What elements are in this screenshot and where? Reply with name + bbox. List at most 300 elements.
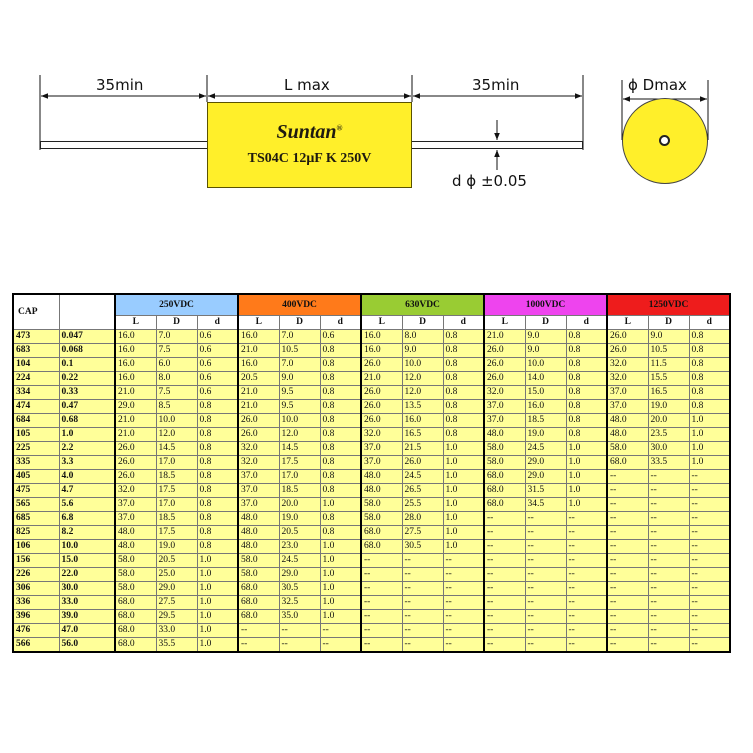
dimension-cell: -- bbox=[525, 596, 566, 610]
capacitance-cell: 3.3 bbox=[59, 456, 115, 470]
table-row bbox=[13, 554, 730, 568]
table-row bbox=[13, 358, 730, 372]
dimension-cell: 58.0 bbox=[484, 442, 525, 456]
dimension-cell: 1.0 bbox=[320, 498, 361, 512]
table-row bbox=[13, 540, 730, 554]
voltage-header-row bbox=[13, 294, 730, 316]
dimension-cell: 10.0 bbox=[156, 414, 197, 428]
dimension-cell: 29.0 bbox=[525, 456, 566, 470]
dimension-cell: 16.0 bbox=[361, 330, 402, 344]
capacitor-spec-table bbox=[12, 293, 731, 653]
dimension-cell: -- bbox=[689, 540, 730, 554]
dimension-cell: 26.0 bbox=[361, 386, 402, 400]
dimension-cell: -- bbox=[607, 512, 648, 526]
dimension-cell: 9.5 bbox=[279, 386, 320, 400]
dimension-cell: 0.8 bbox=[320, 414, 361, 428]
dimension-cell: 10.0 bbox=[402, 358, 443, 372]
dimension-cell: 0.8 bbox=[320, 512, 361, 526]
dimension-cell: 17.5 bbox=[156, 484, 197, 498]
cap-code-cell: 226 bbox=[13, 568, 59, 582]
dimension-cell: -- bbox=[320, 638, 361, 653]
dimension-cell: 0.8 bbox=[566, 344, 607, 358]
voltage-header-630vdc: 630VDC bbox=[361, 294, 484, 316]
table-row bbox=[13, 624, 730, 638]
dimension-cell: 14.5 bbox=[156, 442, 197, 456]
dim-header-l: L bbox=[238, 316, 279, 330]
dimension-cell: -- bbox=[361, 554, 402, 568]
dimension-cell: 0.8 bbox=[689, 358, 730, 372]
dimension-cell: 48.0 bbox=[361, 470, 402, 484]
capacitance-cell: 8.2 bbox=[59, 526, 115, 540]
table-row bbox=[13, 596, 730, 610]
dimension-cell: 23.0 bbox=[279, 540, 320, 554]
dimension-cell: 21.0 bbox=[484, 330, 525, 344]
dimension-cell: 1.0 bbox=[197, 638, 238, 653]
capacitance-cell: 47.0 bbox=[59, 624, 115, 638]
dimension-cell: 21.0 bbox=[238, 400, 279, 414]
dimension-cell: 37.0 bbox=[484, 400, 525, 414]
dimension-cell: 21.0 bbox=[238, 386, 279, 400]
dimension-cell: 48.0 bbox=[484, 428, 525, 442]
right-lead-length-label: 35min bbox=[472, 76, 520, 94]
dimension-cell: 37.0 bbox=[361, 442, 402, 456]
dimension-cell: 37.0 bbox=[238, 498, 279, 512]
dimension-cell: 26.0 bbox=[607, 330, 648, 344]
dimension-cell: -- bbox=[566, 526, 607, 540]
dimension-cell: 0.8 bbox=[689, 386, 730, 400]
dimension-cell: -- bbox=[279, 624, 320, 638]
table-row bbox=[13, 344, 730, 358]
cap-code-cell: 825 bbox=[13, 526, 59, 540]
dimension-cell: 1.0 bbox=[566, 484, 607, 498]
dimension-cell: -- bbox=[402, 568, 443, 582]
dimension-cell: 48.0 bbox=[115, 540, 156, 554]
dimension-cell: 29.0 bbox=[279, 568, 320, 582]
dimension-cell: -- bbox=[443, 554, 484, 568]
dimension-cell: -- bbox=[566, 596, 607, 610]
dimension-cell: -- bbox=[607, 498, 648, 512]
dimension-cell: 35.0 bbox=[279, 610, 320, 624]
dimension-cell: 26.0 bbox=[361, 400, 402, 414]
dimension-cell: -- bbox=[238, 638, 279, 653]
dimension-cell: -- bbox=[484, 596, 525, 610]
dimension-cell: 17.5 bbox=[156, 526, 197, 540]
dimension-cell: -- bbox=[648, 498, 689, 512]
dim-header-d: D bbox=[648, 316, 689, 330]
dimension-cell: 1.0 bbox=[197, 596, 238, 610]
dimension-cell: 58.0 bbox=[607, 442, 648, 456]
dimension-cell: 34.5 bbox=[525, 498, 566, 512]
dimension-cell: 37.0 bbox=[361, 456, 402, 470]
dimension-cell: 68.0 bbox=[238, 610, 279, 624]
cap-code-cell: 106 bbox=[13, 540, 59, 554]
dimension-cell: -- bbox=[566, 610, 607, 624]
table-row bbox=[13, 568, 730, 582]
dimension-cell: 0.8 bbox=[320, 526, 361, 540]
dimension-cell: 0.8 bbox=[566, 414, 607, 428]
dimension-cell: -- bbox=[320, 624, 361, 638]
cap-code-cell: 684 bbox=[13, 414, 59, 428]
dimension-cell: 37.0 bbox=[607, 386, 648, 400]
cap-header: CAP bbox=[13, 294, 59, 330]
uf-header bbox=[59, 294, 115, 330]
dim-header-d: d bbox=[443, 316, 484, 330]
dimension-cell: 17.0 bbox=[279, 470, 320, 484]
dimension-cell: 18.5 bbox=[156, 470, 197, 484]
dimension-cell: 0.8 bbox=[443, 372, 484, 386]
dimension-cell: 58.0 bbox=[115, 582, 156, 596]
dimension-cell: 1.0 bbox=[197, 582, 238, 596]
dimension-cell: 1.0 bbox=[689, 414, 730, 428]
dimension-cell: 32.5 bbox=[279, 596, 320, 610]
capacitance-cell: 0.68 bbox=[59, 414, 115, 428]
dimension-cell: -- bbox=[607, 484, 648, 498]
dimension-cell: 1.0 bbox=[197, 610, 238, 624]
dimension-cell: -- bbox=[607, 638, 648, 653]
dimension-cell: 1.0 bbox=[320, 554, 361, 568]
dimension-cell: 68.0 bbox=[115, 624, 156, 638]
dimension-cell: 32.0 bbox=[484, 386, 525, 400]
dimension-cell: 1.0 bbox=[443, 442, 484, 456]
capacitance-cell: 33.0 bbox=[59, 596, 115, 610]
dimension-cell: 0.8 bbox=[566, 428, 607, 442]
dimension-cell: 68.0 bbox=[361, 526, 402, 540]
dimension-cell: -- bbox=[689, 512, 730, 526]
dimension-cell: 33.5 bbox=[648, 456, 689, 470]
dimension-cell: -- bbox=[525, 638, 566, 653]
dimension-cell: 17.0 bbox=[156, 498, 197, 512]
dimension-cell: 48.0 bbox=[361, 484, 402, 498]
dimension-cell: -- bbox=[648, 526, 689, 540]
dimension-cell: 20.0 bbox=[648, 414, 689, 428]
cap-code-cell: 474 bbox=[13, 400, 59, 414]
dimension-cell: -- bbox=[402, 610, 443, 624]
table-row bbox=[13, 512, 730, 526]
dimension-cell: -- bbox=[361, 610, 402, 624]
dimension-header-row bbox=[13, 316, 730, 330]
dimension-cell: -- bbox=[525, 624, 566, 638]
dim-header-l: L bbox=[115, 316, 156, 330]
cap-code-cell: 335 bbox=[13, 456, 59, 470]
dimension-cell: 0.6 bbox=[197, 386, 238, 400]
dimension-cell: -- bbox=[402, 554, 443, 568]
dimension-cell: 1.0 bbox=[320, 568, 361, 582]
dimension-cell: -- bbox=[607, 596, 648, 610]
dimension-cell: 0.8 bbox=[320, 358, 361, 372]
capacitance-cell: 0.22 bbox=[59, 372, 115, 386]
dimension-cell: 26.0 bbox=[484, 344, 525, 358]
dimension-cell: 0.8 bbox=[566, 330, 607, 344]
dimension-cell: 7.0 bbox=[156, 330, 197, 344]
dimension-cell: 0.8 bbox=[197, 484, 238, 498]
dimension-cell: 24.5 bbox=[279, 554, 320, 568]
dimension-cell: 0.8 bbox=[197, 414, 238, 428]
cap-code-cell: 334 bbox=[13, 386, 59, 400]
dimension-cell: 24.5 bbox=[525, 442, 566, 456]
dimension-cell: 29.0 bbox=[115, 400, 156, 414]
dimension-cell: -- bbox=[525, 554, 566, 568]
dimension-cell: 6.0 bbox=[156, 358, 197, 372]
dimension-cell: 31.5 bbox=[525, 484, 566, 498]
dimension-cell: -- bbox=[566, 638, 607, 653]
dimension-cell: 11.5 bbox=[648, 358, 689, 372]
dimension-cell: 20.0 bbox=[279, 498, 320, 512]
dimension-cell: -- bbox=[443, 610, 484, 624]
dimension-cell: -- bbox=[443, 638, 484, 653]
body-length-label: L max bbox=[284, 76, 330, 94]
dimension-cell: 7.5 bbox=[156, 344, 197, 358]
dimension-cell: 0.8 bbox=[689, 400, 730, 414]
dimension-cell: 26.0 bbox=[115, 470, 156, 484]
dimension-cell: 48.0 bbox=[115, 526, 156, 540]
table-row bbox=[13, 638, 730, 653]
dimension-cell: -- bbox=[648, 540, 689, 554]
dimension-cell: 0.8 bbox=[320, 386, 361, 400]
dimension-cell: 21.0 bbox=[361, 372, 402, 386]
dimension-cell: -- bbox=[607, 470, 648, 484]
dimension-cell: 21.0 bbox=[238, 344, 279, 358]
dimension-cell: 1.0 bbox=[197, 554, 238, 568]
dimension-cell: 37.0 bbox=[484, 414, 525, 428]
dimension-cell: 12.0 bbox=[279, 428, 320, 442]
dimension-cell: 37.0 bbox=[115, 498, 156, 512]
capacitance-cell: 4.0 bbox=[59, 470, 115, 484]
dimension-cell: 27.5 bbox=[156, 596, 197, 610]
dimension-cell: 9.0 bbox=[648, 330, 689, 344]
dimension-cell: 14.0 bbox=[525, 372, 566, 386]
dimension-cell: -- bbox=[402, 582, 443, 596]
dimension-cell: -- bbox=[689, 568, 730, 582]
dimension-cell: 16.0 bbox=[115, 372, 156, 386]
dimension-cell: 21.5 bbox=[402, 442, 443, 456]
dimension-cell: -- bbox=[607, 540, 648, 554]
dimension-cell: 68.0 bbox=[238, 582, 279, 596]
lead-hole bbox=[659, 135, 670, 146]
dimension-cell: 32.0 bbox=[361, 428, 402, 442]
dimension-cell: -- bbox=[648, 484, 689, 498]
dimension-cell: 68.0 bbox=[115, 596, 156, 610]
dimension-cell: -- bbox=[566, 568, 607, 582]
dimension-cell: -- bbox=[484, 624, 525, 638]
dimension-cell: 1.0 bbox=[566, 456, 607, 470]
capacitance-cell: 10.0 bbox=[59, 540, 115, 554]
dimension-cell: 29.0 bbox=[525, 470, 566, 484]
dimension-cell: 16.0 bbox=[115, 344, 156, 358]
dimension-cell: 1.0 bbox=[443, 456, 484, 470]
dimension-cell: 26.0 bbox=[402, 456, 443, 470]
dimension-cell: 16.0 bbox=[402, 414, 443, 428]
dimension-cell: -- bbox=[525, 610, 566, 624]
dimension-cell: -- bbox=[484, 526, 525, 540]
dimension-cell: 9.0 bbox=[525, 330, 566, 344]
dimension-cell: 7.0 bbox=[279, 358, 320, 372]
dimension-cell: 68.0 bbox=[238, 596, 279, 610]
capacitance-cell: 0.1 bbox=[59, 358, 115, 372]
capacitance-cell: 4.7 bbox=[59, 484, 115, 498]
dimension-cell: 26.0 bbox=[238, 414, 279, 428]
dimension-cell: -- bbox=[607, 624, 648, 638]
lead-diameter-label: d ϕ ±0.05 bbox=[452, 172, 527, 190]
table-row bbox=[13, 386, 730, 400]
dimension-cell: -- bbox=[525, 568, 566, 582]
dimension-cell: 37.0 bbox=[238, 470, 279, 484]
dimension-cell: 12.0 bbox=[156, 428, 197, 442]
dimension-cell: 9.0 bbox=[525, 344, 566, 358]
dimension-cell: 0.6 bbox=[320, 330, 361, 344]
dimension-cell: 48.0 bbox=[238, 540, 279, 554]
dimension-cell: -- bbox=[689, 596, 730, 610]
dimension-cell: 0.8 bbox=[689, 330, 730, 344]
dimension-cell: 0.8 bbox=[443, 344, 484, 358]
dimension-cell: 9.0 bbox=[402, 344, 443, 358]
dimension-cell: -- bbox=[607, 582, 648, 596]
dimension-cell: -- bbox=[566, 540, 607, 554]
dimension-cell: 16.0 bbox=[361, 344, 402, 358]
dimension-cell: 18.5 bbox=[525, 414, 566, 428]
dimension-cell: -- bbox=[607, 526, 648, 540]
dimension-cell: 26.0 bbox=[238, 428, 279, 442]
dimension-cell: 32.0 bbox=[607, 372, 648, 386]
dimension-cell: 48.0 bbox=[607, 414, 648, 428]
dimension-cell: 0.8 bbox=[566, 400, 607, 414]
dimension-cell: 0.8 bbox=[443, 330, 484, 344]
dimension-cell: 48.0 bbox=[238, 526, 279, 540]
dimension-cell: 21.0 bbox=[115, 428, 156, 442]
dimension-cell: 26.0 bbox=[361, 414, 402, 428]
dimension-cell: -- bbox=[689, 484, 730, 498]
dimension-cell: 30.5 bbox=[402, 540, 443, 554]
dimension-cell: -- bbox=[484, 540, 525, 554]
dimension-cell: 10.5 bbox=[279, 344, 320, 358]
dimension-cell: -- bbox=[525, 582, 566, 596]
cap-code-cell: 104 bbox=[13, 358, 59, 372]
dimension-cell: 9.0 bbox=[279, 372, 320, 386]
dimension-cell: 8.0 bbox=[156, 372, 197, 386]
dimension-cell: -- bbox=[443, 568, 484, 582]
dimension-cell: -- bbox=[443, 582, 484, 596]
left-lead-wire bbox=[40, 141, 208, 149]
right-lead-wire bbox=[411, 141, 583, 149]
dim-header-d: D bbox=[402, 316, 443, 330]
dimension-cell: 1.0 bbox=[566, 470, 607, 484]
dimension-cell: 15.0 bbox=[525, 386, 566, 400]
capacitor-dimension-drawing bbox=[0, 0, 753, 260]
dimension-cell: 1.0 bbox=[197, 568, 238, 582]
dimension-cell: 12.0 bbox=[402, 386, 443, 400]
cap-code-cell: 566 bbox=[13, 638, 59, 653]
dimension-cell: 0.8 bbox=[689, 344, 730, 358]
dimension-cell: -- bbox=[648, 624, 689, 638]
dimension-cell: 58.0 bbox=[238, 568, 279, 582]
capacitance-cell: 6.8 bbox=[59, 512, 115, 526]
dimension-cell: -- bbox=[648, 568, 689, 582]
dimension-cell: 0.8 bbox=[443, 400, 484, 414]
table-row bbox=[13, 484, 730, 498]
capacitance-cell: 0.47 bbox=[59, 400, 115, 414]
dimension-cell: -- bbox=[484, 512, 525, 526]
dim-header-d: D bbox=[279, 316, 320, 330]
dimension-cell: -- bbox=[402, 638, 443, 653]
dimension-cell: 0.8 bbox=[443, 386, 484, 400]
dimension-cell: -- bbox=[525, 512, 566, 526]
capacitance-cell: 2.2 bbox=[59, 442, 115, 456]
dim-header-d: d bbox=[689, 316, 730, 330]
dimension-cell: 58.0 bbox=[115, 554, 156, 568]
capacitance-cell: 22.0 bbox=[59, 568, 115, 582]
dimension-cell: 0.8 bbox=[443, 414, 484, 428]
dimension-cell: 68.0 bbox=[115, 610, 156, 624]
dimension-cell: 0.8 bbox=[197, 442, 238, 456]
dimension-cell: 0.8 bbox=[320, 456, 361, 470]
dimension-cell: -- bbox=[566, 512, 607, 526]
dimension-cell: 20.5 bbox=[238, 372, 279, 386]
dimension-cell: -- bbox=[484, 554, 525, 568]
capacitance-cell: 15.0 bbox=[59, 554, 115, 568]
dimension-cell: -- bbox=[484, 610, 525, 624]
dimension-cell: 7.5 bbox=[156, 386, 197, 400]
dimension-cell: 1.0 bbox=[566, 442, 607, 456]
dimension-cell: 30.0 bbox=[648, 442, 689, 456]
table-row bbox=[13, 470, 730, 484]
dimension-cell: 0.8 bbox=[566, 386, 607, 400]
dimension-cell: 16.0 bbox=[525, 400, 566, 414]
dimension-cell: 1.0 bbox=[197, 624, 238, 638]
dimension-cell: -- bbox=[648, 596, 689, 610]
dimension-cell: 1.0 bbox=[320, 582, 361, 596]
dimension-cell: 19.0 bbox=[648, 400, 689, 414]
dim-header-l: L bbox=[361, 316, 402, 330]
dimension-cell: 8.0 bbox=[402, 330, 443, 344]
dim-header-d: D bbox=[156, 316, 197, 330]
dimension-cell: 19.0 bbox=[279, 512, 320, 526]
dimension-cell: 17.0 bbox=[156, 456, 197, 470]
dimension-cell: 16.5 bbox=[648, 386, 689, 400]
dimension-cell: 0.6 bbox=[197, 372, 238, 386]
cap-code-cell: 156 bbox=[13, 554, 59, 568]
table-row bbox=[13, 442, 730, 456]
dimension-cell: -- bbox=[648, 610, 689, 624]
dimension-cell: -- bbox=[525, 540, 566, 554]
dimension-cell: 1.0 bbox=[443, 540, 484, 554]
dimension-cell: 58.0 bbox=[238, 554, 279, 568]
dim-header-d: d bbox=[320, 316, 361, 330]
voltage-header-1000vdc: 1000VDC bbox=[484, 294, 607, 316]
table-row bbox=[13, 610, 730, 624]
dim-header-d: d bbox=[197, 316, 238, 330]
dimension-cell: 0.8 bbox=[320, 428, 361, 442]
cap-code-cell: 224 bbox=[13, 372, 59, 386]
dimension-cell: -- bbox=[689, 624, 730, 638]
dimension-cell: -- bbox=[689, 582, 730, 596]
dimension-cell: 0.8 bbox=[320, 470, 361, 484]
dimension-cell: 32.0 bbox=[607, 358, 648, 372]
table-row bbox=[13, 498, 730, 512]
cap-code-cell: 336 bbox=[13, 596, 59, 610]
dimension-cell: -- bbox=[607, 568, 648, 582]
capacitor-marking: TS04C 12μF K 250V bbox=[247, 151, 372, 166]
dimension-cell: -- bbox=[443, 624, 484, 638]
dimension-cell: 26.0 bbox=[484, 358, 525, 372]
dim-header-l: L bbox=[484, 316, 525, 330]
dimension-cell: 26.0 bbox=[484, 372, 525, 386]
dimension-cell: 0.8 bbox=[689, 372, 730, 386]
dimension-cell: -- bbox=[648, 470, 689, 484]
dimension-cell: 16.0 bbox=[238, 358, 279, 372]
dimension-cell: 17.5 bbox=[279, 456, 320, 470]
dimension-cell: -- bbox=[402, 624, 443, 638]
dimension-cell: -- bbox=[279, 638, 320, 653]
dimension-cell: 68.0 bbox=[484, 470, 525, 484]
